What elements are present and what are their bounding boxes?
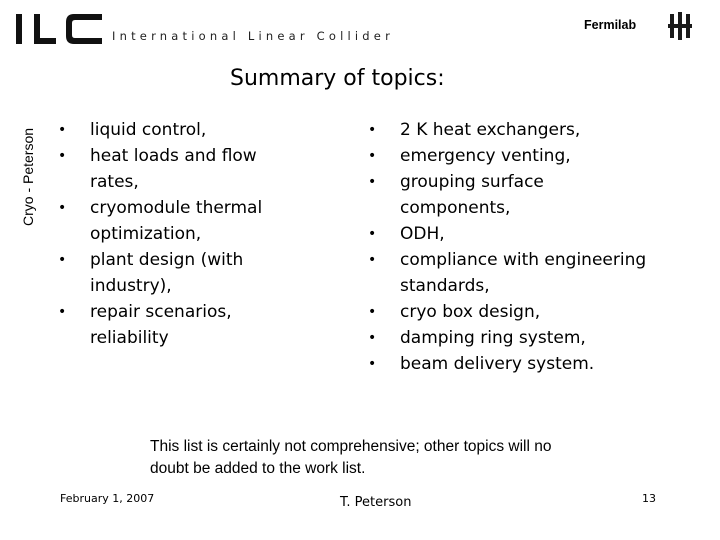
list-item: • cryomodule thermal optimization, xyxy=(58,195,308,247)
fermilab-label: Fermilab xyxy=(584,18,637,32)
footnote: This list is certainly not comprehensive; other topics will no doubt be added to the work list. xyxy=(150,438,552,477)
page-title: Summary of topics: xyxy=(230,66,445,91)
list-item: • plant design (with industry), xyxy=(58,247,308,299)
list-item: • compliance with engineering standards, xyxy=(368,247,658,299)
list-item: • cryo box design, xyxy=(368,299,658,325)
footer-date: February 1, 2007 xyxy=(60,492,155,505)
list-item: • 2 K heat exchangers, xyxy=(368,117,658,143)
list-item: • beam delivery system. xyxy=(368,351,658,377)
list-item: • damping ring system, xyxy=(368,325,658,351)
ilc-logo xyxy=(14,6,106,46)
list-item: • repair scenarios, reliability xyxy=(58,299,308,351)
ilc-logo-mark xyxy=(14,12,106,46)
footer-author: T. Peterson xyxy=(340,495,412,510)
list-item: • heat loads and flow rates, xyxy=(58,143,308,195)
list-item: • ODH, xyxy=(368,221,658,247)
list-item: • emergency venting, xyxy=(368,143,658,169)
list-item: • liquid control, xyxy=(58,117,308,143)
page-number: 13 xyxy=(642,492,656,505)
topics-right-list xyxy=(368,117,658,377)
sidebar-label: Cryo - Peterson xyxy=(20,127,36,226)
topics-left-list xyxy=(58,117,308,351)
list-item: • grouping surface components, xyxy=(368,169,658,221)
ilc-tagline: International Linear Collider xyxy=(112,29,395,43)
fermilab-logo-icon xyxy=(664,10,696,42)
